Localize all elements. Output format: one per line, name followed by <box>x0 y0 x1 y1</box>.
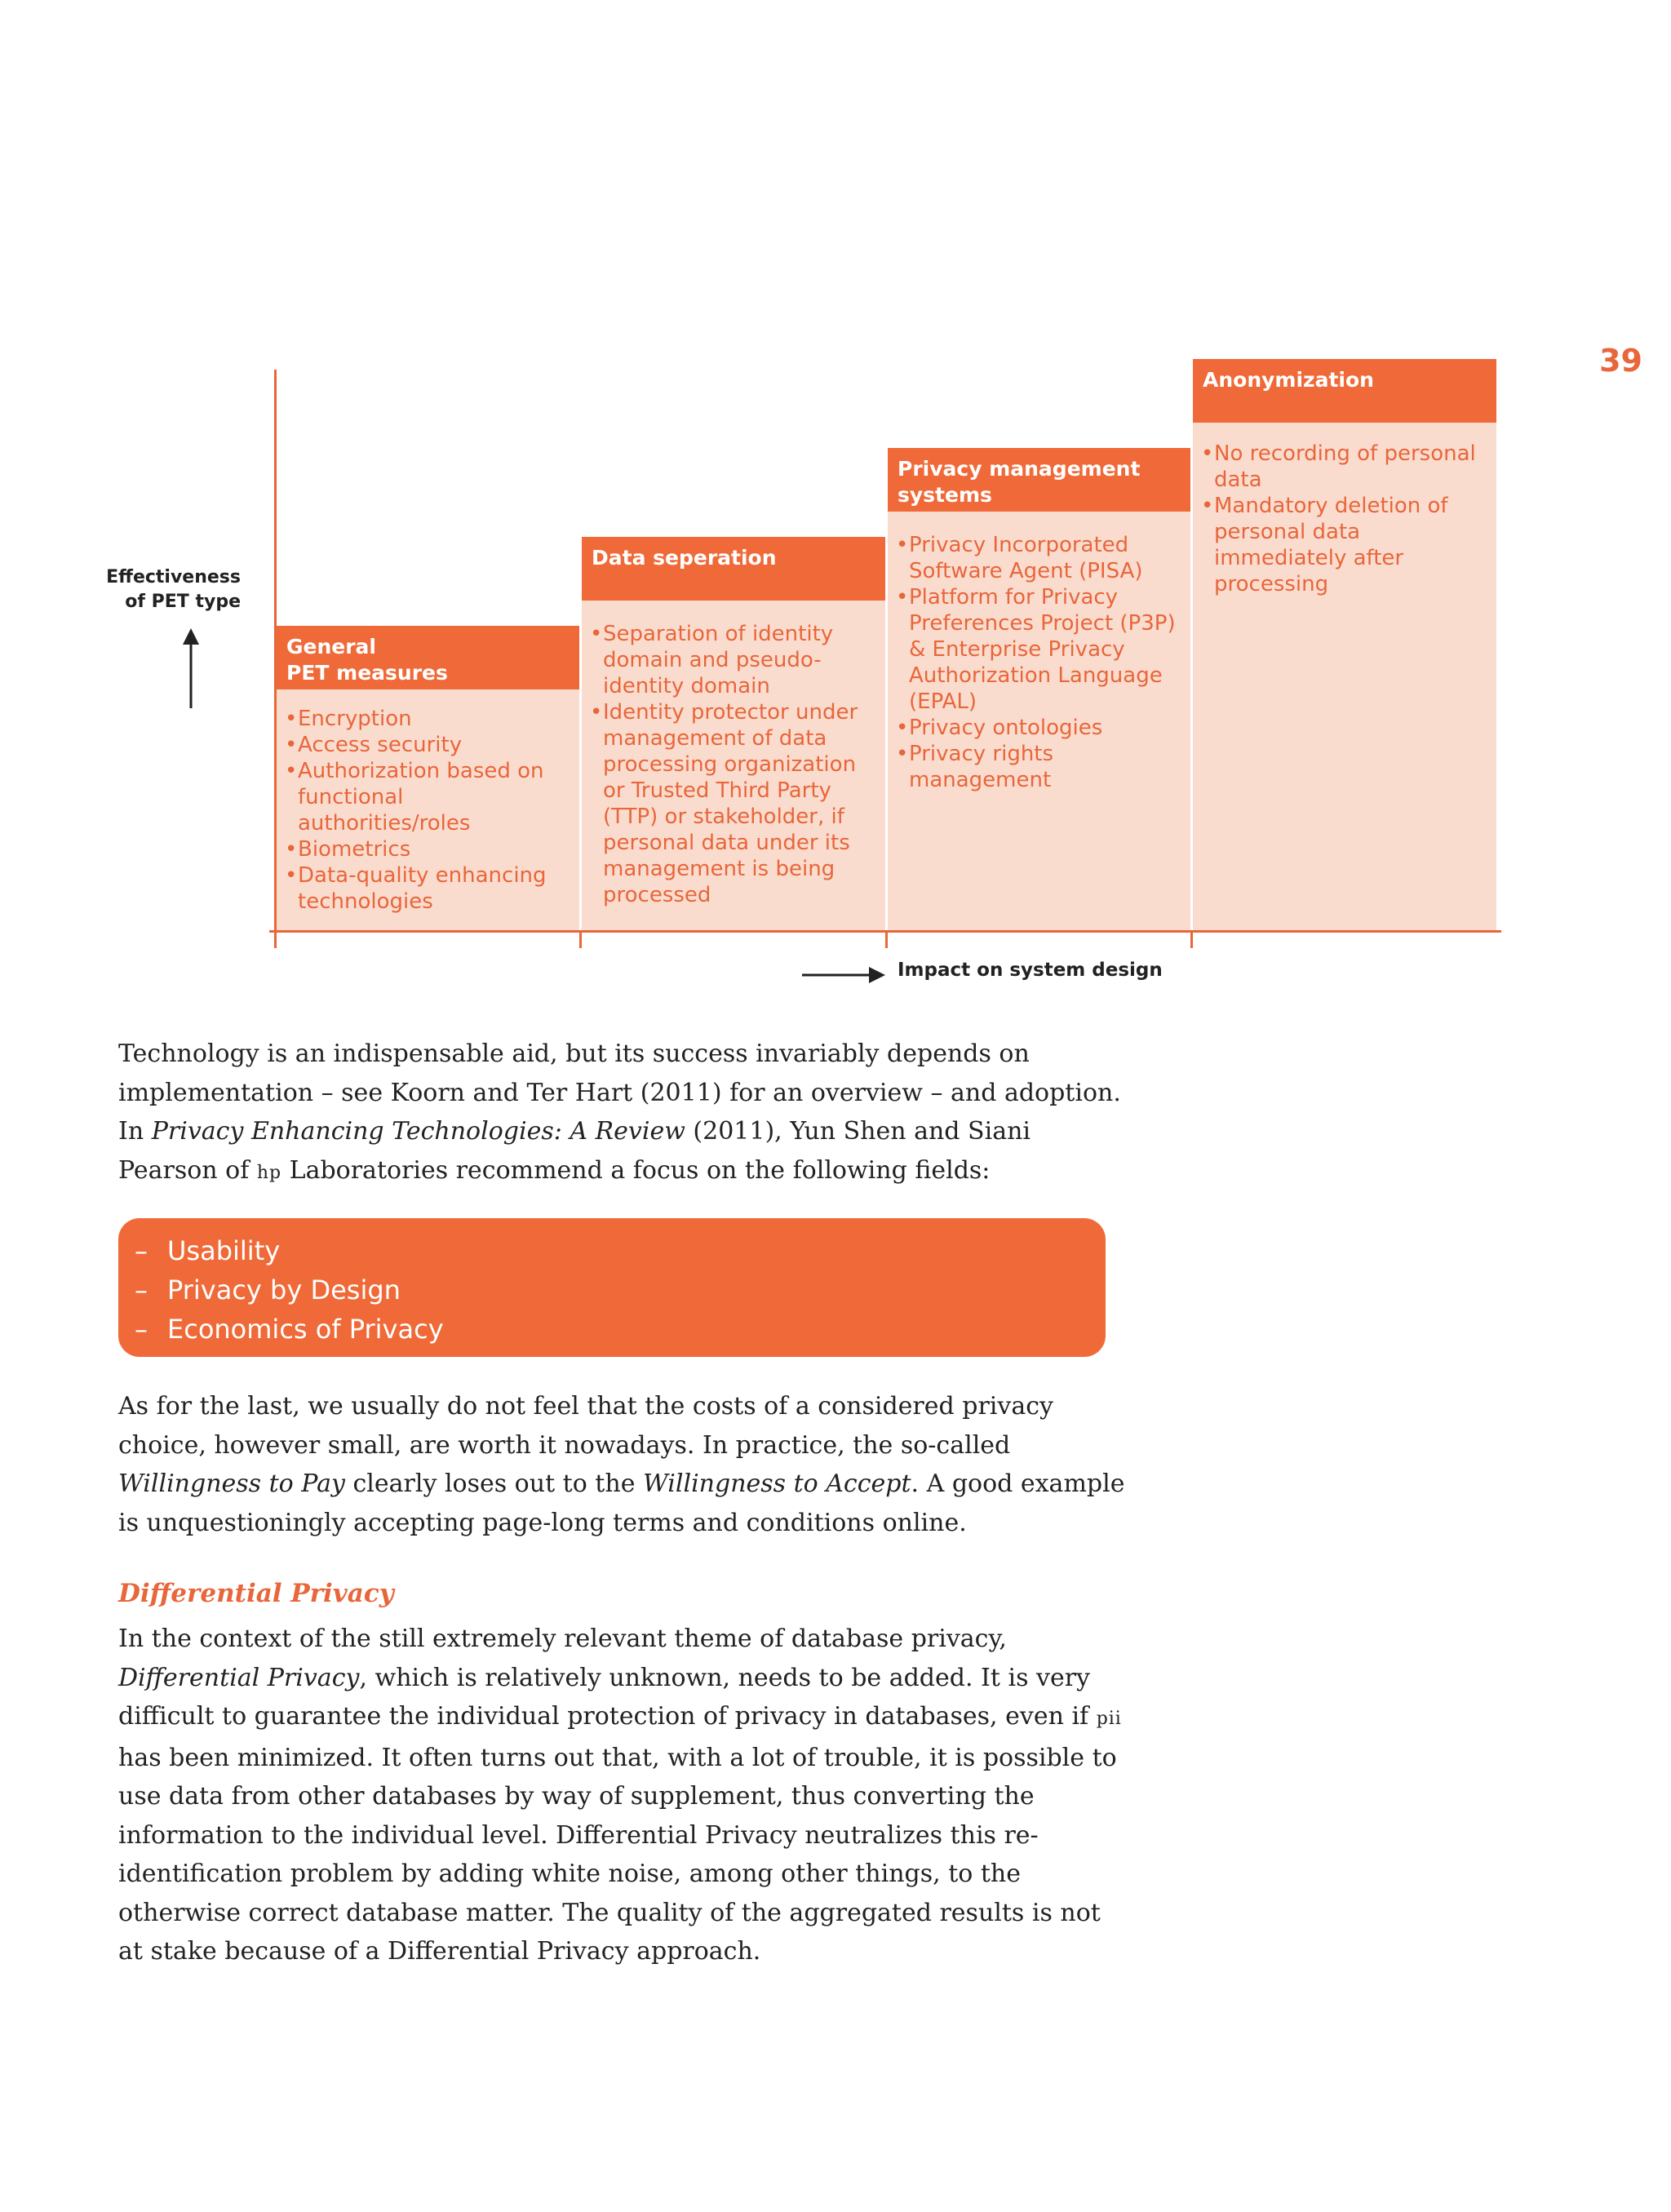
focus-field-label: Usability <box>167 1235 281 1266</box>
dash-bullet: – <box>135 1274 148 1305</box>
step-item-list <box>285 706 571 915</box>
step-item: • Platform for Privacy Preferences Project (P3P) & Enterprise Privacy Authorization Language (EPAL) <box>896 584 1182 715</box>
step-item: • Authorization based on functional authorities/roles <box>285 758 571 836</box>
x-axis-tick <box>274 930 277 948</box>
dp-term: Differential Privacy <box>118 1663 360 1692</box>
hp-abbreviation: hp <box>256 1162 282 1183</box>
dash-bullet: – <box>135 1235 148 1266</box>
focus-field-item <box>135 1231 1106 1270</box>
costs-text: As for the last, we usually do not feel that the costs of a considered privacy choice, however small, are worth it nowadays. In practice, the so-called <box>118 1392 1053 1460</box>
step-title-line1: General <box>286 635 376 658</box>
costs-text: clearly loses out to the <box>344 1469 643 1498</box>
willingness-to-accept: Willingness to Accept <box>642 1469 911 1498</box>
step-title-line1: Privacy management <box>898 457 1141 481</box>
focus-field-label: Economics of Privacy <box>167 1314 444 1345</box>
dp-text: , which is relatively unknown, needs to be added. It is very difficult to guarantee the individual protection of privacy in databases, even if <box>118 1663 1097 1731</box>
step-item: • Privacy rights management <box>896 741 1182 793</box>
step-item: • Separation of identity domain and pseudo-identity domain <box>590 621 877 699</box>
intro-text: (2011), Yun Shen and Siani Pearson of <box>118 1117 1031 1185</box>
focus-fields-list <box>135 1231 1106 1349</box>
y-axis-label-line2: of PET type <box>125 592 241 612</box>
step-data-separation <box>582 537 885 930</box>
step-body <box>582 601 885 930</box>
step-item: • No recording of personal data <box>1201 441 1488 493</box>
focus-field-item <box>135 1310 1106 1349</box>
focus-field-label: Privacy by Design <box>167 1274 401 1305</box>
step-item: • Mandatory deletion of personal data immediately after processing <box>1201 493 1488 597</box>
costs-paragraph <box>118 1387 1130 1542</box>
step-general-pet-measures <box>277 626 579 930</box>
costs-text: . A good example is unquestioningly accepting page-long terms and conditions online. <box>118 1469 1125 1537</box>
step-anonymization <box>1193 359 1496 930</box>
step-body <box>277 689 579 930</box>
intro-text: Laboratories recommend a focus on the following fields: <box>281 1155 991 1185</box>
step-item: • Privacy Incorporated Software Agent (PISA) <box>896 532 1182 584</box>
step-item-list <box>896 532 1182 793</box>
step-header <box>1193 359 1496 423</box>
pii-abbreviation: pii <box>1096 1709 1122 1729</box>
step-header <box>277 626 579 689</box>
step-item: • Biometrics <box>285 836 571 862</box>
intro-paragraph <box>118 1035 1130 1192</box>
dash-bullet: – <box>135 1314 148 1345</box>
step-item-list <box>1201 441 1488 597</box>
step-body <box>888 512 1190 930</box>
x-axis-tick <box>885 930 888 948</box>
page-number: 39 <box>1599 343 1642 379</box>
step-item: • Access security <box>285 732 571 758</box>
dp-text: has been minimized. It often turns out that, with a lot of trouble, it is possible to use data from other databases by way of supplement, thus converting the information to the individual level. Differential Privacy neutralizes this re-identification problem by adding white noise, among other things, to the otherwise correct database matter. The quality of the aggregated results is not at stake because of a Differential Privacy approach. <box>118 1743 1117 1966</box>
pet-staircase-diagram <box>0 0 1671 1012</box>
y-axis-label <box>90 565 241 614</box>
focus-fields-box <box>118 1218 1106 1357</box>
step-item: • Encryption <box>285 706 571 732</box>
focus-field-item <box>135 1270 1106 1310</box>
y-axis-label-line1: Effectiveness <box>106 567 241 587</box>
up-arrow-icon <box>181 628 201 708</box>
dp-text: In the context of the still extremely relevant theme of database privacy, <box>118 1625 1007 1653</box>
step-header <box>888 448 1190 512</box>
willingness-to-pay: Willingness to Pay <box>118 1469 345 1498</box>
x-axis-tick <box>1190 930 1193 948</box>
intro-text: Technology is an indispensable aid, but its success invariably depends on implementation – see Koorn and Ter Hart (2011) for an overview – and adoption. In <box>118 1040 1121 1146</box>
step-title-line1: Data seperation <box>592 546 777 570</box>
step-title-line1: Anonymization <box>1203 368 1374 392</box>
step-title-line2: systems <box>898 483 992 507</box>
differential-privacy-paragraph <box>118 1620 1130 1971</box>
step-item: • Privacy ontologies <box>896 715 1182 741</box>
section-heading: Differential Privacy <box>118 1579 394 1608</box>
step-body <box>1193 423 1496 930</box>
step-item-list <box>590 621 877 908</box>
review-title: Privacy Enhancing Technologies: A Review <box>151 1117 685 1146</box>
step-item: • Data-quality enhancing technologies <box>285 862 571 915</box>
step-title-line2: PET measures <box>286 661 448 685</box>
x-axis-tick <box>579 930 582 948</box>
step-item: • Identity protector under management of data processing organization or Trusted Third Party (TTP) or stakeholder, if personal data under its management is being processed <box>590 699 877 908</box>
right-arrow-icon <box>802 965 885 985</box>
step-privacy-management-systems <box>888 448 1190 930</box>
x-axis-label: Impact on system design <box>898 960 1163 981</box>
step-header <box>582 537 885 601</box>
